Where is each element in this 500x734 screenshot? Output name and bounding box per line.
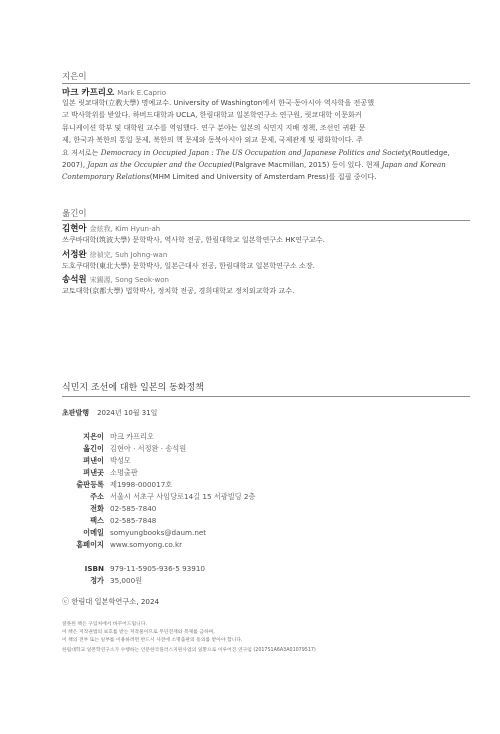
bio-line: 고 박사학위를 받았다. 하버드대학과 UCLA, 한림대학교 일본학연구소 연구원, 릿쿄대학 이문화커 <box>62 110 362 120</box>
divider <box>62 83 470 84</box>
author-name-kr: 마크 카프리오 <box>62 88 115 98</box>
imprint-row: 팩스 02-585-7848 <box>90 516 157 525</box>
isbn-row: ISBN 979-11-5905-936-5 93910 <box>84 564 205 573</box>
notice-line: 이 책은 저작권법의 보호를 받는 저작물이므로 무단전재와 복제를 금하며, <box>62 630 215 635</box>
book-title-italic: Japan and Korean <box>381 160 446 170</box>
bio-line: 2007), Japan as the Occupier and the Occupied(Palgrave Macmillan, 2015) 등이 있다. 현재 Japan and Korean <box>62 160 446 170</box>
imprint-row: 펴낸이 박성모 <box>83 456 131 465</box>
imprint-row: 주소 서울시 서초구 사임당로14길 15 서광빌딩 2층 <box>90 492 256 501</box>
bio-line: Contemporary Relations(MHM Limited and University of Amsterdam Press)를 집필 중이다. <box>62 172 377 182</box>
translator-name: 송석원 宋錫源, Song Seok-won <box>62 275 169 285</box>
notice-line: 이 책의 전부 또는 일부를 이용하려면 반드시 사전에 소명출판의 동의를 받아야 합니다. <box>62 638 243 643</box>
divider <box>62 220 470 221</box>
imprint-row: 출판등록 제1998-000017호 <box>76 480 173 489</box>
divider <box>62 396 470 397</box>
book-title-italic: Japan as the Occupier and the Occupied <box>87 160 233 170</box>
translator-desc: 교토대학(京都大學) 법학박사, 정치학 전공, 경희대학교 정치외교학과 교수. <box>62 286 295 295</box>
imprint-row: 옮긴이 김현아 · 서정완 · 송석원 <box>83 444 187 453</box>
edition-line: 초판발행 2024년 10월 31일 <box>62 409 158 417</box>
author-section-label: 지은이 <box>62 72 87 82</box>
translator-desc: 쓰쿠바대학(筑波大學) 문학박사, 역사학 전공, 한림대학교 일본학연구소 HK연구교수. <box>62 235 325 244</box>
book-title: 식민지 조선에 대한 일본의 동화정책 <box>62 383 204 393</box>
notice-line: 한림대학교 일본학연구소가 수행하는 인문한국플러스지원사업의 일환으로 이루어진 연구임 (2017S1A6A3A01079517) <box>62 648 316 653</box>
book-title-italic: Contemporary Relations <box>62 172 150 182</box>
translator-section-label: 옮긴이 <box>62 209 87 219</box>
imprint-row: 지은이 마크 카프리오 <box>83 432 154 441</box>
author-name-en: Mark E.Caprio <box>117 89 167 97</box>
price-row: 정가 35,000원 <box>90 576 143 585</box>
book-title-italic: Democracy in Occupied Japan : The US Occupation and Japanese Politics and Society <box>100 147 409 157</box>
imprint-row: 이메일 somyungbooks@daum.net <box>83 528 207 537</box>
author-bio <box>62 97 470 184</box>
imprint-row: 전화 02-585-7840 <box>90 504 157 513</box>
bio-line: 뮤니케이션 학부 및 대학원 교수를 역임했다. 연구 분야는 일본의 식민지 지배 정책, 조선인 귀환 문 <box>62 122 366 132</box>
translator-name: 서정완 徐禎完, Suh Johng-wan <box>62 250 168 260</box>
imprint-row: 펴낸곳 소명출판 <box>83 468 138 477</box>
translator-desc: 도호쿠대학(東北大學) 문학박사, 일본근대사 전공, 한림대학교 일본학연구소 소장. <box>62 261 315 270</box>
notice-line: 잘못된 책은 구입처에서 바꾸어드립니다. <box>62 622 147 627</box>
bio-line: 요 저서로는 Democracy in Occupied Japan : The US Occupation and Japanese Politics and Society(Routledge, <box>62 147 450 157</box>
imprint-row: 홈페이지 www.somyong.co.kr <box>76 540 183 549</box>
bio-line: 일본 릿쿄대학(立敎大學) 명예교수. University of Washington에서 한국·동아시아 역사학을 전공했 <box>62 98 375 107</box>
translator-name: 김현아 金炫我, Kim Hyun-ah <box>62 224 161 234</box>
bio-line: 제, 한국과 북한의 통일 문제, 북한의 핵 문제와 동북아시아 외교 문제, 국제관계 및 평화학이다. 주 <box>62 135 363 145</box>
copyright: ⓒ 한림대 일본학연구소, 2024 <box>62 597 160 606</box>
